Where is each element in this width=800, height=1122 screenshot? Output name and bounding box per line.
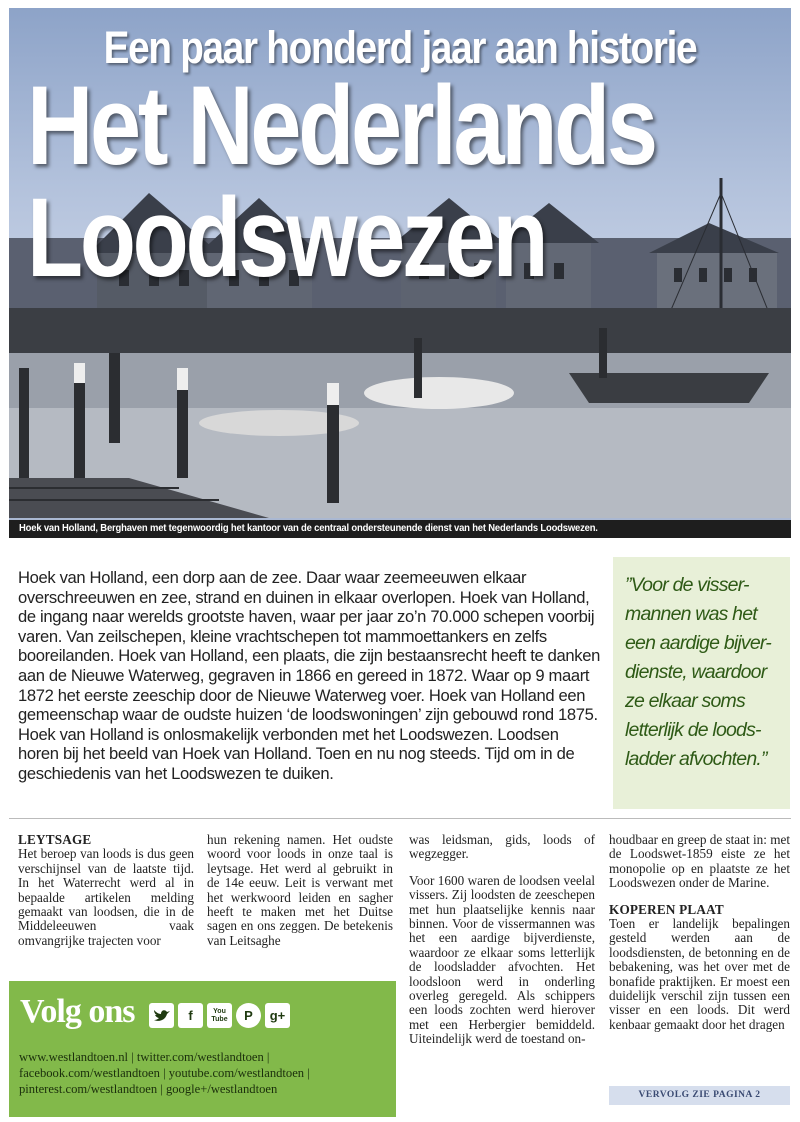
section-heading-koperen-plaat: KOPEREN PLAAT <box>609 901 724 917</box>
googleplus-icon[interactable]: g+ <box>265 1003 290 1028</box>
column-4-paragraph-1: houdbaar en greep de staat in: met de Loodswet-1859 eiste ze het monopolie op en plaatste ze het Loodswezen onder de Marine. <box>609 832 790 891</box>
hero-kicker: Een paar honderd jaar aan historie <box>103 22 697 73</box>
follow-box <box>9 981 396 1117</box>
column-2 <box>207 833 393 960</box>
column-4 <box>609 833 790 1044</box>
continued-on-page-2: VERVOLG ZIE PAGINA 2 <box>609 1086 790 1105</box>
column-1-text: Het beroep van loods is dus geen verschijnsel van de laatste tijd. In het Waterrecht werd al in bepaalde artikelen melding gemaakt van loodsen, die in de Middeleeuwen vaak omvangrijke trajecten voor <box>18 846 194 948</box>
hero-title <box>27 63 655 300</box>
column-3-paragraph-2: Voor 1600 waren de loodsen veelal vissers. Zij loodsten de zeeschepen met hun plaatselijke kennis naar binnen. Voor de vissermannen was het een aardige bijverdienste, waardoor ze elkaar soms letterlijk de loodsladder afvochten. Het loodsloon werd in onderling overleg geregeld. Als schippers een loods zochten werd hierover met een Herbergier bemiddeld. Uiteindelijk werd de toestand on- <box>409 872 595 1047</box>
divider <box>9 818 791 819</box>
column-4-paragraph-2: Toen er landelijk bepalingen gesteld werden aan de loodsdiensten, de betonning en de bebakening, was het over met de bonafide praktijken. Er moest een duidelijk verschil zijn tussen een visser en een loods. Dit werd kenbaar gemaakt door het dragen <box>609 916 790 1032</box>
hero-section <box>9 8 791 538</box>
section-heading-leytsage: LEYTSAGE <box>18 832 92 847</box>
intro-paragraph: Hoek van Holland, een dorp aan de zee. Daar waar zeemeeuwen elkaar overschreeuwen en zee, strand en duinen in elkaar overlopen. Hoek van Holland, de ingang naar werelds grootste haven, waar per jaar zo’n 70.000 schepen voorbij varen. Van zeilschepen, kleine vrachtschepen tot mammoettankers en zelfs booreilanden. Hoek van Holland, een plaats, die zijn bestaansrecht heeft te danken aan de Nieuwe Waterweg, gegraven in 1866 en gereed in 1872. Waar op 9 maart 1872 het eerste zeeschip door de Nieuwe Waterweg voer. Hoek van Holland een gemeenschap waar de oudste huizen ‘de loodswoningen’ zijn gebouwd rond 1875. Hoek van Holland is onlosmakelijk verbonden met het Loodswezen. Loodsen horen bij het beeld van Hoek van Holland. Toen en nu nog steeds. Tijd om in de geschiedenis van het Loodswezen te duiken. <box>18 568 600 783</box>
photo-caption: Hoek van Holland, Berghaven met tegenwoordig het kantoor van de centraal ondersteunende dienst van het Nederlands Loodswezen. <box>19 522 598 534</box>
column-3 <box>409 833 595 1059</box>
youtube-icon[interactable]: You Tube <box>207 1003 232 1028</box>
column-2-text: hun rekening namen. Het oudste woord voor loods in onze taal is leytsage. Het werd al gebruikt in de 14e eeuw. Leit is verwant met het werkwoord leiden en sagher heeft te maken met het Duitse sagen en ons zeggen. De betekenis van Leitsaghe <box>207 832 393 948</box>
follow-title: Volg ons <box>20 993 135 1030</box>
caption-bar <box>9 520 791 538</box>
follow-links[interactable]: www.westlandtoen.nl | twitter.com/westlandtoen | facebook.com/westlandtoen | youtube.com/westlandtoen | pinterest.com/westlandtoen | google+/westlandtoen <box>19 1050 310 1096</box>
facebook-icon[interactable]: f <box>178 1003 203 1028</box>
pinterest-icon[interactable]: P <box>236 1003 261 1028</box>
quote-text: ”Voor de visser-mannen was het een aardige bijver-dienste, waardoor ze elkaar soms letterlijk de loods-ladder afvochten.” <box>625 574 771 770</box>
column-1 <box>18 833 194 960</box>
hero-title-line2: Loodswezen <box>27 175 546 300</box>
hero-title-line1: Het Nederlands <box>27 63 655 188</box>
pull-quote <box>613 557 790 809</box>
twitter-icon[interactable] <box>149 1003 174 1028</box>
social-icons <box>149 1003 290 1028</box>
column-3-paragraph-1: was leidsman, gids, loods of wegzegger. <box>409 832 595 862</box>
